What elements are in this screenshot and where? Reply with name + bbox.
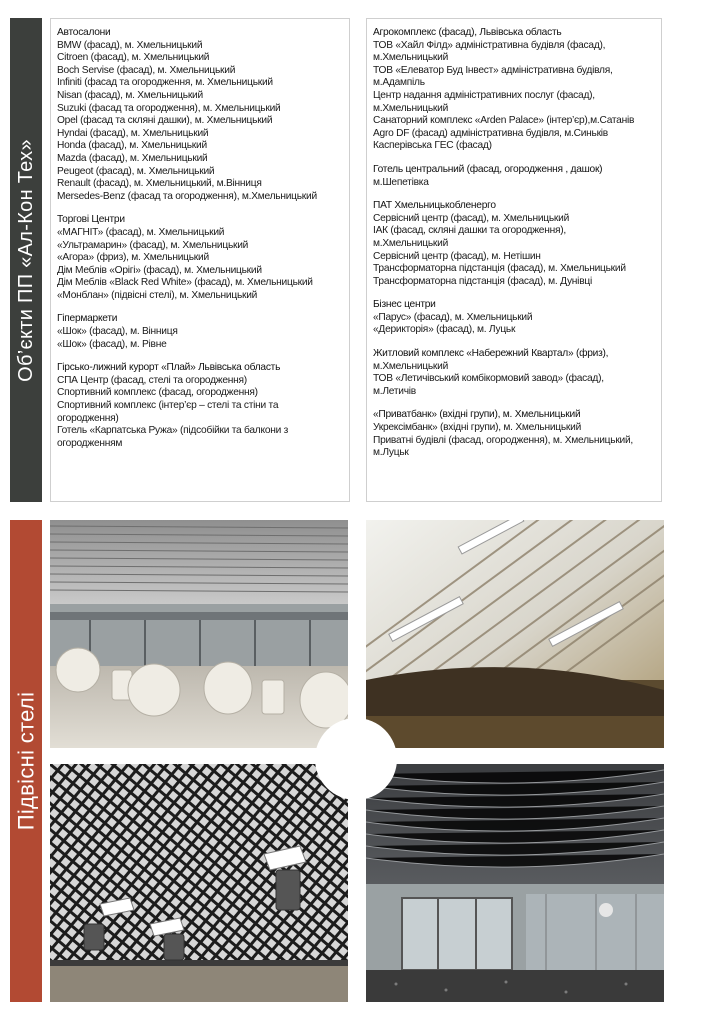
- right-list-item: м.Адампіль: [373, 77, 425, 89]
- left-list-group: [57, 214, 345, 302]
- left-list-item: Citroen (фасад), м. Хмельницький: [57, 52, 210, 64]
- right-list-item: Трансформаторна підстанція (фасад), м. Дунівці: [373, 275, 592, 287]
- left-list-item: BMW (фасад), м. Хмельницький: [57, 39, 203, 51]
- left-list-item: Nisan (фасад), м. Хмельницький: [57, 89, 203, 101]
- left-list-item: СПА Центр (фасад, стелі та огородження): [57, 374, 247, 386]
- left-list-item: «Шок» (фасад), м. Вінниця: [57, 326, 178, 338]
- right-list-group-heading: ПАТ Хмельницькобленерго: [373, 200, 496, 212]
- left-list-item: огородження): [57, 412, 119, 424]
- photo-interior-white-chairs: [50, 520, 348, 748]
- left-list-group: [57, 27, 345, 203]
- objects-title: Об’єкти ПП «Ал-Кон Тех»: [14, 138, 37, 382]
- right-list-group: [373, 27, 657, 153]
- right-list-group-heading: Бізнес центри: [373, 299, 436, 311]
- right-list-group-heading: Агрокомплекс (фасад), Львівська область: [373, 27, 562, 38]
- left-list-item: «МАГНІТ» (фасад), м. Хмельницький: [57, 226, 225, 238]
- left-list-group-heading: Торгові Центри: [57, 214, 125, 226]
- left-list-item: Mazda (фасад), м. Хмельницький: [57, 152, 208, 164]
- left-list-item: «Шок» (фасад), м. Рівне: [57, 338, 167, 350]
- right-list-group-heading: «Приватбанк» (вхідні групи), м. Хмельницький: [373, 409, 581, 421]
- left-list-item: огородженням: [57, 437, 123, 449]
- right-list-group: [373, 164, 657, 189]
- left-list-item: Peugeot (фасад), м. Хмельницький: [57, 165, 215, 177]
- left-list-item: Opel (фасад та скляні дашки), м. Хмельницький: [57, 115, 273, 127]
- right-list-item: «Парус» (фасад), м. Хмельницький: [373, 311, 533, 323]
- right-list-item: м.Шепетівка: [373, 176, 429, 188]
- left-list-item: Suzuki (фасад та огородження), м. Хмельницький: [57, 102, 281, 114]
- left-list-item: Renault (фасад), м. Хмельницький, м.Вінниця: [57, 178, 262, 190]
- ceilings-title-band: [10, 520, 42, 1002]
- left-list-item: «Агора» (фриз), м. Хмельницький: [57, 252, 209, 264]
- right-list-item: Agro DF (фасад) адміністративна будівля, м.Синьків: [373, 127, 608, 139]
- objects-list-right: [366, 18, 662, 502]
- left-list-group: [57, 313, 345, 351]
- right-list-item: Трансформаторна підстанція (фасад), м. Хмельницький: [373, 263, 626, 275]
- right-list-item: Касперівська ГЕС (фасад): [373, 140, 492, 152]
- right-list-item: Сервісний центр (фасад), м. Нетішин: [373, 250, 541, 262]
- right-list-group: [373, 348, 657, 398]
- left-list-group: [57, 362, 345, 450]
- right-list-item: м.Хмельницький: [373, 237, 449, 249]
- left-list-item: Infiniti (фасад та огородження, м. Хмельницький: [57, 77, 273, 89]
- right-list-item: м.Хмельницький: [373, 102, 449, 114]
- right-list-item: Приватні будівлі (фасад, огородження), м. Хмельницький,: [373, 434, 633, 446]
- right-list-item: ІАК (фасад, скляні дашки та огородження),: [373, 225, 566, 237]
- right-list-group: [373, 299, 657, 337]
- right-list-item: м.Хмельницький: [373, 52, 449, 64]
- left-list-item: Дім Меблів «Black Red White» (фасад), м. Хмельницький: [57, 277, 313, 289]
- objects-list-left: [50, 18, 350, 502]
- right-list-item: Центр надання адміністративних послуг (фасад),: [373, 89, 595, 101]
- left-list-item: Mersedes-Benz (фасад та огородження), м.Хмельницький: [57, 190, 317, 202]
- left-list-item: Honda (фасад), м. Хмельницький: [57, 140, 207, 152]
- objects-title-band: [10, 18, 42, 502]
- left-list-group-heading: Автосалони: [57, 27, 111, 38]
- center-circle-decoration: [315, 718, 397, 800]
- right-list-item: ТОВ «Елеватор Буд Інвест» адміністративна будівля,: [373, 64, 613, 76]
- right-list-item: ТОВ «Летичівський комбікормовий завод» (фасад),: [373, 373, 604, 385]
- left-list-item: «Ультрамарин» (фасад), м. Хмельницький: [57, 239, 249, 251]
- left-list-item: Дім Меблів «Орігі» (фасад), м. Хмельницький: [57, 264, 262, 276]
- photo-lobby-linear-ceiling: [366, 764, 664, 1002]
- right-list-item: Укрексімбанк» (вхідні групи), м. Хмельницький: [373, 422, 582, 434]
- right-list-group-heading: Готель центральний (фасад, огородження , дашок): [373, 163, 603, 175]
- right-list-group-heading: Житловий комплекс «Набережний Квартал» (фриз),: [373, 348, 609, 360]
- right-list-item: м.Хмельницький: [373, 360, 449, 372]
- left-list-item: Спортивний комплекс (фасад, огородження): [57, 387, 258, 399]
- left-list-item: Готель «Карпатська Ружа» (підсобійки та балкони з: [57, 425, 289, 437]
- photo-golden-slat-ceiling: [366, 520, 664, 748]
- left-list-group-heading: Гірсько-лижний курорт «Плай» Львівська область: [57, 362, 281, 374]
- left-list-item: Hyndai (фасад), м. Хмельницький: [57, 127, 209, 139]
- right-list-item: м.Луцьк: [373, 447, 409, 459]
- left-list-item: «Монблан» (підвісні стелі), м. Хмельницький: [57, 289, 258, 301]
- right-list-item: Сервісний центр (фасад), м. Хмельницький: [373, 212, 570, 224]
- left-list-group-heading: Гіпермаркети: [57, 313, 118, 325]
- ceilings-title: Підвісні стелі: [13, 691, 38, 831]
- right-list-group: [373, 200, 657, 288]
- right-list-item: м.Летичів: [373, 385, 416, 397]
- right-list-group: [373, 409, 657, 459]
- left-list-item: Спортивний комплекс (інтер’єр – стелі та стіни та: [57, 400, 279, 412]
- photo-grid-cell-ceiling: [50, 764, 348, 1002]
- right-list-item: Санаторний комплекс «Arden Palace» (інтер’єр),м.Сатанів: [373, 115, 635, 127]
- right-list-item: «Дерикторія» (фасад), м. Луцьк: [373, 324, 516, 336]
- right-list-item: ТОВ «Хайл Філд» адміністративна будівля (фасад),: [373, 39, 606, 51]
- left-list-item: Boch Servise (фасад), м. Хмельницький: [57, 64, 236, 76]
